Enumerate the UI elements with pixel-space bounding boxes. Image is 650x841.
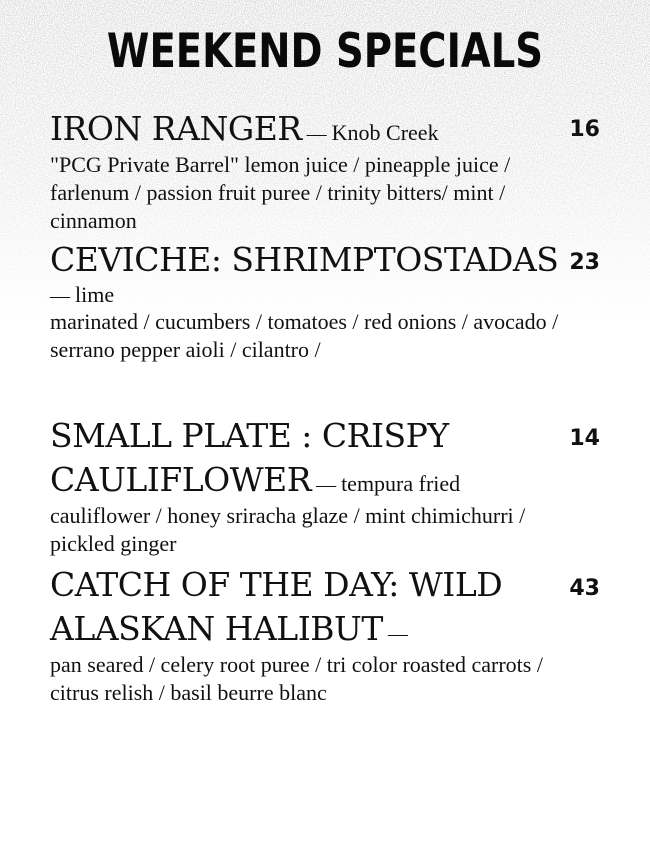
item-price: 43 <box>569 576 600 601</box>
item-description: cauliflower / honey sriracha glaze / mint chimichurri / pickled ginger <box>50 503 526 556</box>
page-title: WEEKEND SPECIALS <box>106 24 544 79</box>
item-separator: — <box>301 123 332 145</box>
item-description: pan seared / celery root puree / tri color roasted carrots / citrus relish / basil beurre blanc <box>50 652 543 705</box>
item-price: 16 <box>569 117 600 142</box>
menu-item-cauliflower <box>50 414 570 558</box>
item-description: marinated / cucumbers / tomatoes / red onions / avocado / serrano pepper aioli / cilantro / <box>50 309 559 362</box>
menu-item-iron-ranger <box>50 107 570 235</box>
item-name: SMALL PLATE : CRISPY CAULIFLOWER <box>50 416 449 499</box>
item-separator: — <box>311 474 342 496</box>
item-lead: Knob Creek <box>331 120 439 145</box>
item-name: CEVICHE: SHRIMPTOSTADAS <box>50 240 559 279</box>
item-separator: — <box>50 285 75 307</box>
item-lead: tempura fried <box>341 471 461 496</box>
item-separator: — <box>382 623 408 645</box>
item-price: 23 <box>569 250 600 275</box>
item-name: IRON RANGER <box>50 109 302 148</box>
item-description: "PCG Private Barrel" lemon juice / pineapple juice / farlenum / passion fruit puree / trinity bitters/ mint / cinnamon <box>50 152 511 233</box>
menu-item-halibut <box>50 563 570 707</box>
item-name: CATCH OF THE DAY: WILD ALASKAN HALIBUT <box>50 565 503 648</box>
item-price: 14 <box>569 426 600 451</box>
item-lead: lime <box>75 282 115 307</box>
menu-item-ceviche <box>50 238 570 364</box>
